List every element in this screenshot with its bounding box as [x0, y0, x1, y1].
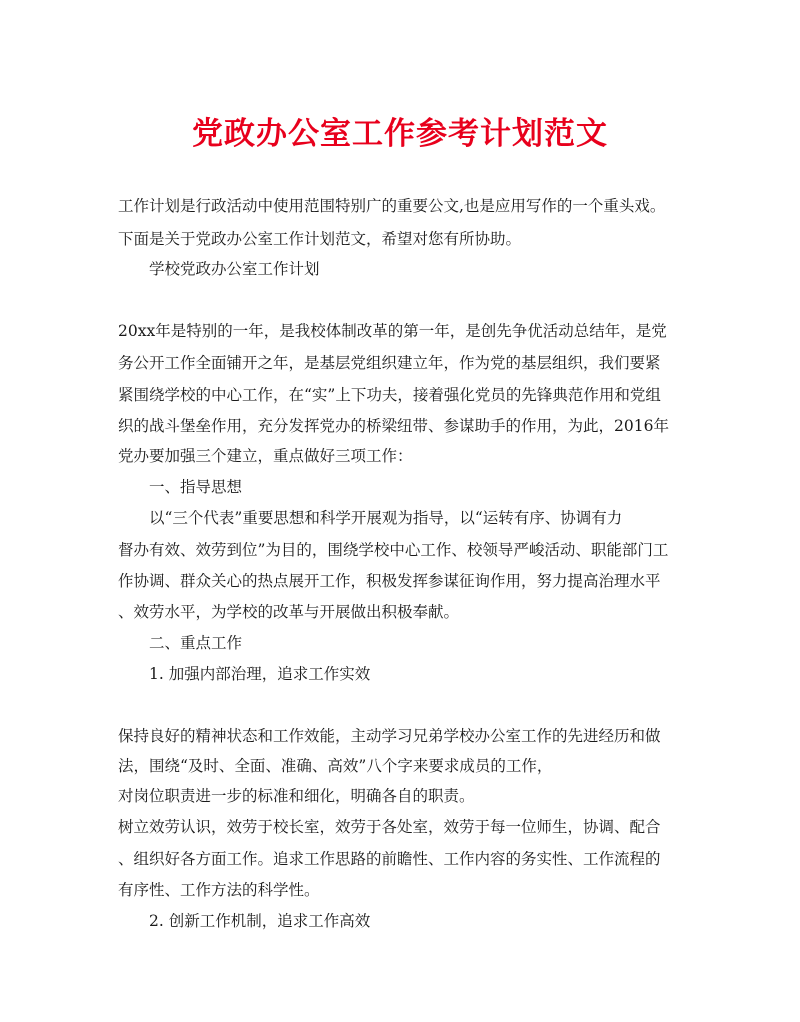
paragraph-line: 、组织好各方面工作。追求工作思路的前瞻性、工作内容的务实性、工作流程的: [118, 850, 661, 868]
paragraph-line: 法，围绕“及时、全面、准确、高效”八个字来要求成员的工作，: [118, 757, 553, 775]
paragraph-line: 对岗位职责进一步的标准和细化，明确各自的职责。: [118, 787, 475, 805]
section-heading-1: 一、指导思想: [149, 478, 243, 496]
paragraph-line: 党办要加强三个建立，重点做好三项工作：: [118, 447, 413, 465]
intro-line-1: 工作计划是行政活动中使用范围特别广的重要公文,也是应用写作的一个重头戏。: [118, 197, 666, 215]
paragraph-line: 务公开工作全面铺开之年，是基层党组织建立年，作为党的基层组织，我们要紧: [118, 354, 661, 372]
subheading-2: 2. 创新工作机制，追求工作高效: [149, 912, 371, 930]
paragraph-line: 织的战斗堡垒作用，充分发挥党办的桥梁纽带、参谋助手的作用，为此，2016年: [118, 417, 669, 435]
paragraph-line: 、效劳水平，为学校的改革与开展做出积极奉献。: [118, 603, 460, 621]
paragraph-line: 保持良好的精神状态和工作效能，主动学习兄弟学校办公室工作的先进经历和做: [118, 727, 661, 745]
paragraph-line: 紧围绕学校的中心工作，在“实”上下功夫，接着强化党员的先锋典范作用和党组: [118, 386, 661, 404]
paragraph-line: 作协调、群众关心的热点展开工作，积极发挥参谋征询作用，努力提高治理水平: [118, 572, 661, 590]
intro-line-2: 下面是关于党政办公室工作计划范文，希望对您有所协助。: [118, 230, 522, 248]
paragraph-line: 20xx年是特别的一年，是我校体制改革的第一年，是创先争优活动总结年，是党: [118, 322, 667, 340]
subtitle-line: 学校党政办公室工作计划: [149, 260, 320, 278]
section-heading-2: 二、重点工作: [149, 634, 243, 652]
paragraph-line: 以“三个代表”重要思想和科学开展观为指导，以“运转有序、协调有力: [149, 509, 623, 527]
paragraph-line: 有序性、工作方法的科学性。: [118, 881, 320, 899]
paragraph-line: 树立效劳认识，效劳于校长室，效劳于各处室，效劳于每一位师生，协调、配合: [118, 818, 661, 836]
document-title: 党政办公室工作参考计划范文: [192, 116, 608, 152]
subheading-1: 1. 加强内部治理，追求工作实效: [149, 665, 371, 683]
paragraph-line: 督办有效、效劳到位”为目的，围绕学校中心工作、校领导严峻活动、职能部门工: [118, 541, 669, 559]
